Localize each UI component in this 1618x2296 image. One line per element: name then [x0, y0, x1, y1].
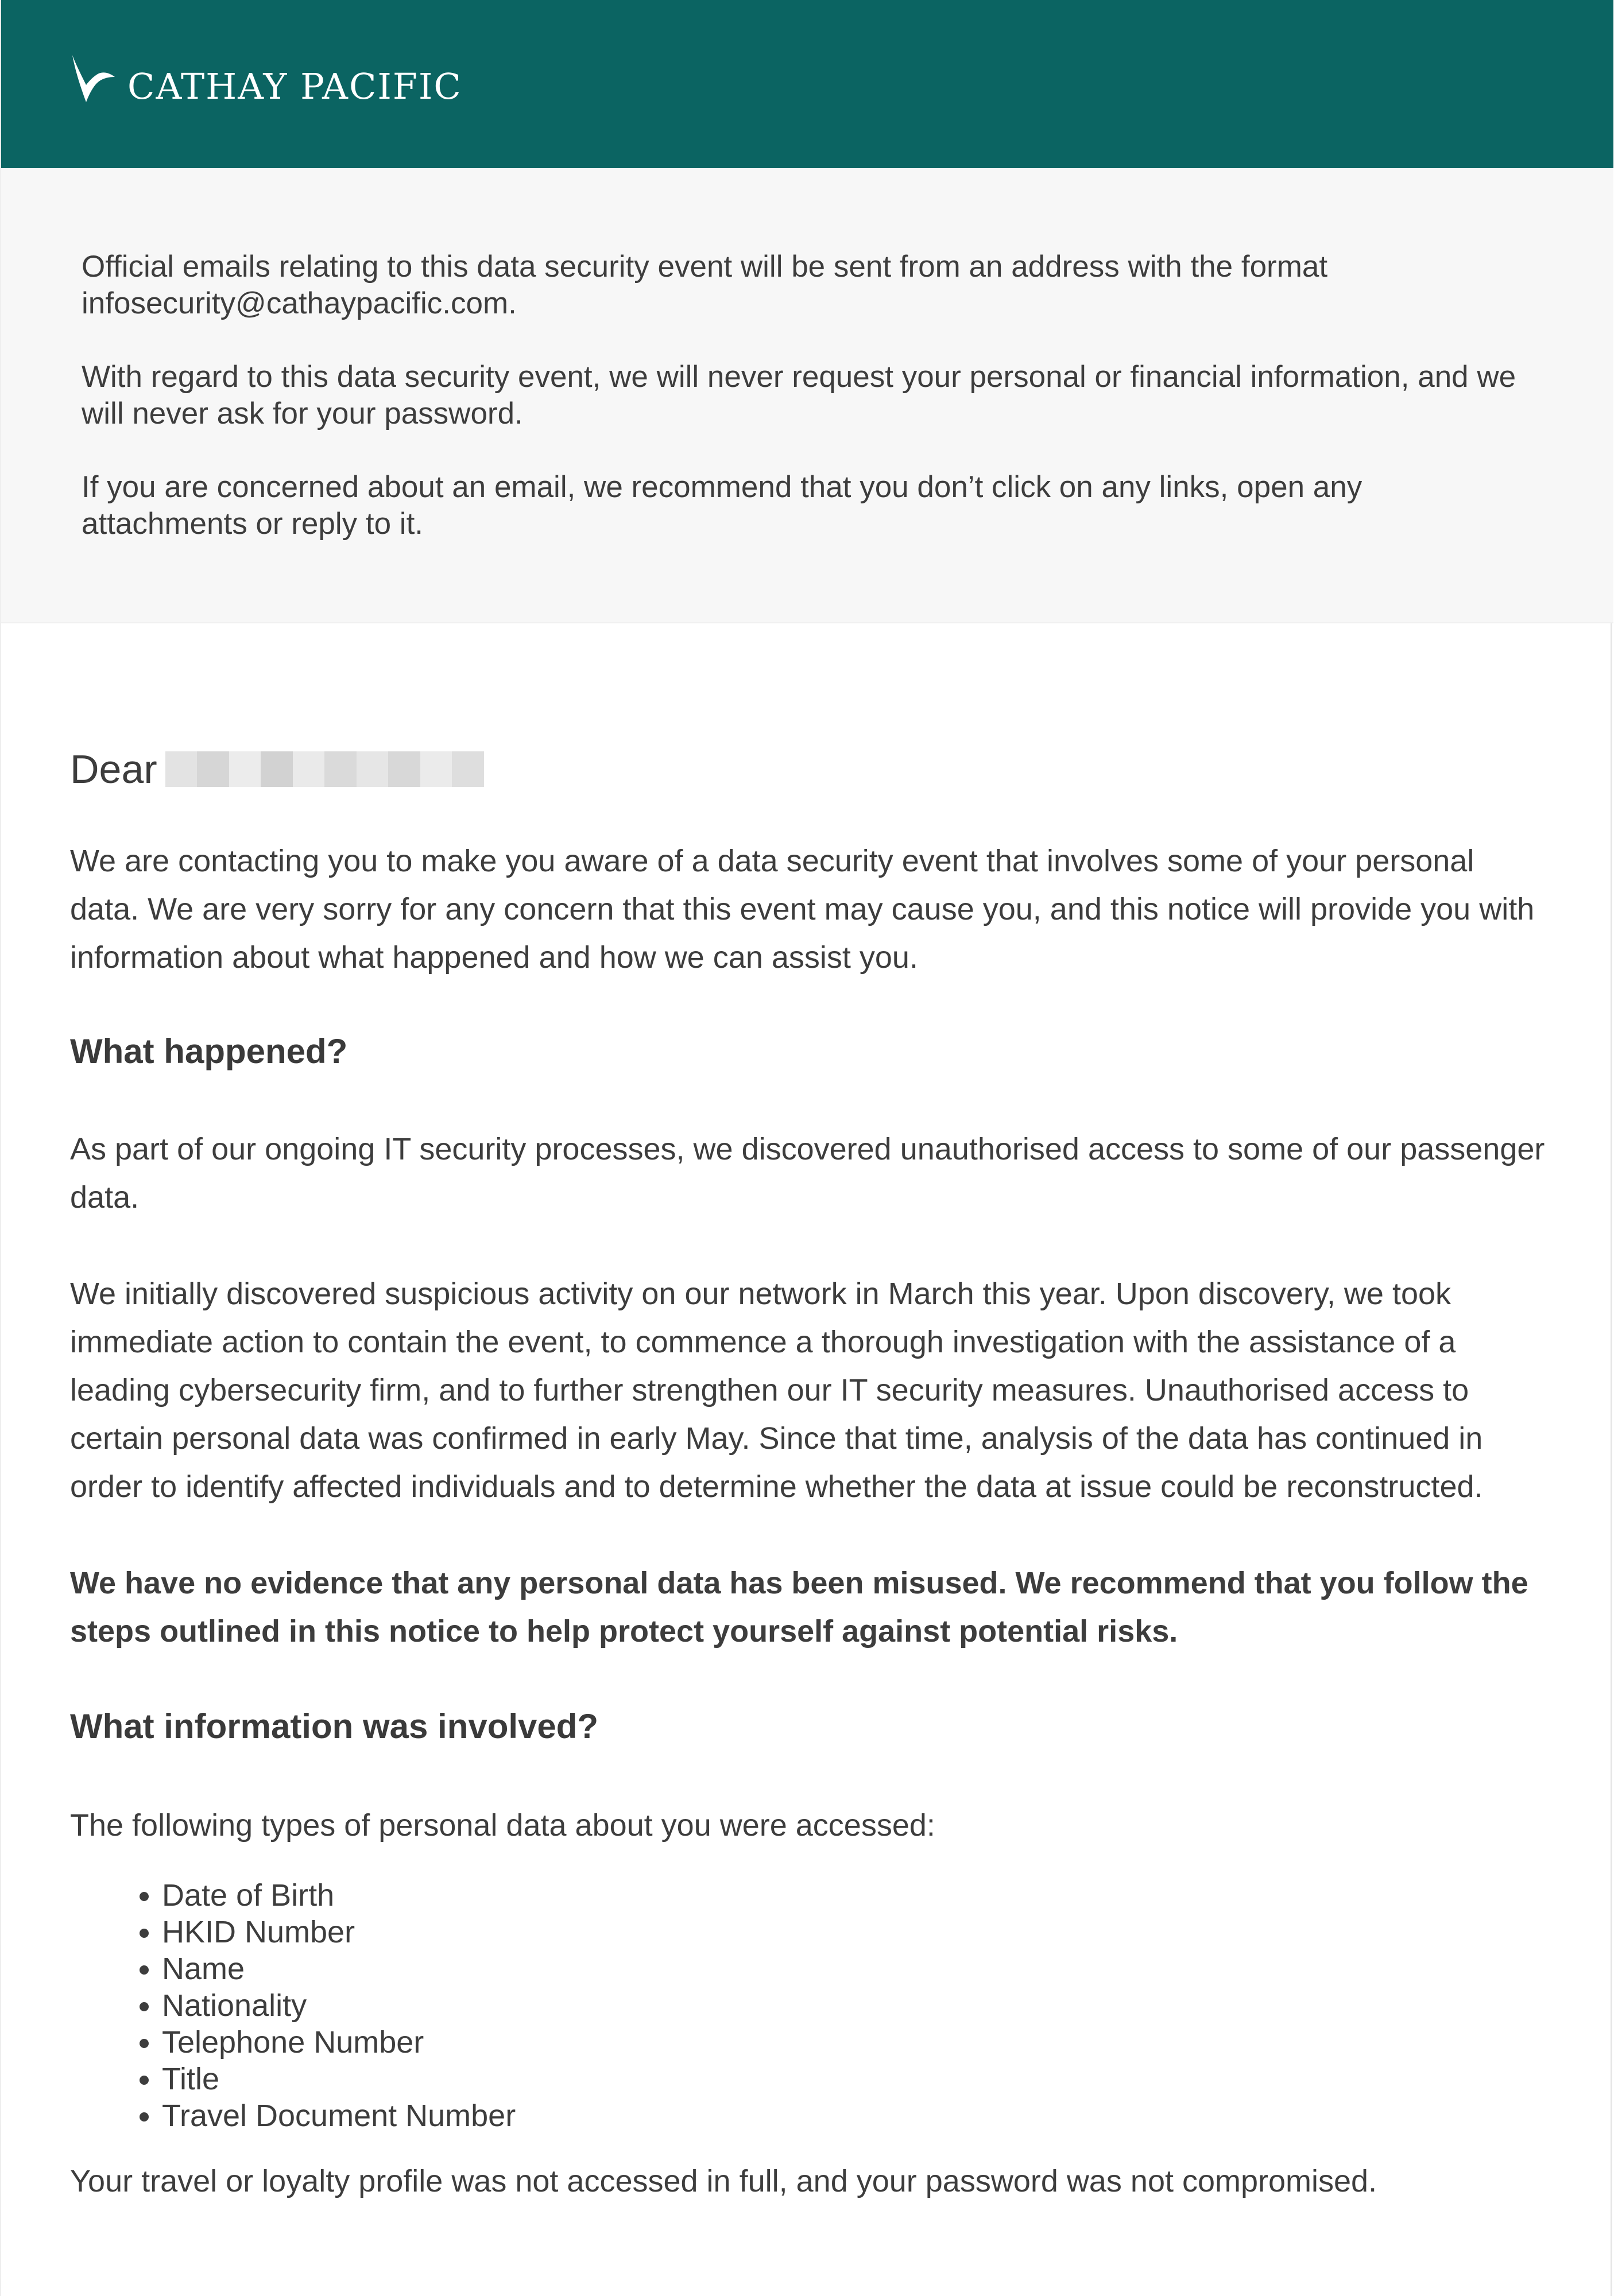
brand-name: CATHAY PACIFIC [127, 65, 462, 107]
letter-body [70, 740, 1551, 2205]
list-item: • Date of Birth [162, 1877, 1551, 1914]
notice-paragraph: Official emails relating to this data security event will be sent from an address with the format infosecurity@cathaypacific.com. [82, 250, 1328, 320]
what-info-intro: The following types of personal data about you were accessed: [70, 1808, 935, 1843]
profile-closing-paragraph: Your travel or loyalty profile was not accessed in full, and your password was not compromised. [70, 2164, 1377, 2198]
brand-logo[interactable] [69, 53, 462, 106]
brushwing-icon [69, 53, 117, 106]
brand-header [1, 0, 1613, 168]
data-types-list [70, 1877, 1551, 2134]
greeting-text: Dear [70, 747, 157, 792]
greeting-line [70, 740, 1551, 798]
section-heading-what-info: What information was involved? [70, 1707, 599, 1746]
what-happened-paragraph: As part of our ongoing IT security processes, we discovered unauthorised access to some of our passenger data. [70, 1132, 1545, 1215]
redacted-name [165, 751, 484, 787]
no-misuse-statement: We have no evidence that any personal data has been misused. We recommend that you follow the steps outlined in this notice to help protect yourself against potential risks. [70, 1566, 1528, 1649]
list-item: • HKID Number [162, 1914, 1551, 1950]
list-item: • Name [162, 1950, 1551, 1987]
section-heading-what-happened: What happened? [70, 1032, 348, 1071]
list-item: • Title [162, 2061, 1551, 2097]
intro-paragraph: We are contacting you to make you aware of a data security event that involves some of your personal data. We are very sorry for any concern that this event may cause you, and this notice will provide you with information about what happened and how we can assist you. [70, 844, 1535, 975]
list-item: • Nationality [162, 1987, 1551, 2024]
list-item: • Telephone Number [162, 2024, 1551, 2061]
notice-paragraph: With regard to this data security event, we will never request your personal or financial information, and we will never ask for your password. [82, 360, 1516, 430]
security-notice-panel [1, 168, 1613, 623]
what-happened-paragraph: We initially discovered suspicious activity on our network in March this year. Upon discovery, we took immediate action to contain the event, to commence a thorough investigation with the assistance of a leading cybersecurity firm, and to further strengthen our IT security measures. Unauthorised access to certain personal data was confirmed in early May. Since that time, analysis of the data has continued in order to identify affected individuals and to determine whether the data at issue could be reconstructed. [70, 1277, 1483, 1504]
notice-paragraph: If you are concerned about an email, we recommend that you don’t click on any links, open any attachments or reply to it. [82, 470, 1362, 541]
list-item: • Travel Document Number [162, 2097, 1551, 2134]
